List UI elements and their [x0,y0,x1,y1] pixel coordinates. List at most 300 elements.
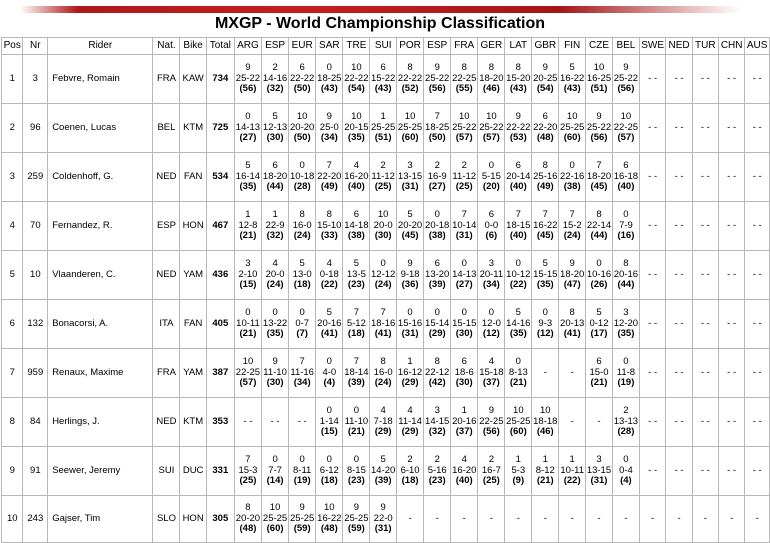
race-points: 10 [351,111,362,123]
cell-race-result [639,251,666,300]
header-total: Total [206,38,234,55]
heat-points: 10-12 [506,268,531,280]
race-points: - - [648,268,658,280]
heat-points: 12-12 [371,268,396,280]
cell-bike: KTM [180,398,206,447]
table-row [2,300,770,349]
race-points: - - [700,170,710,182]
race-total: (56) [482,426,500,438]
cell-race-result [343,398,370,447]
header-race: LAT [505,38,532,55]
heat-points: 13-0 [292,268,312,280]
cell-race-result [396,104,423,153]
header-race: ARG [234,38,261,55]
race-total: (56) [428,83,446,95]
race-total: (12) [536,328,554,340]
cell-pos: 5 [2,251,23,300]
heat-points: 16-22 [317,512,342,524]
heat-points: 7-9 [619,219,633,231]
cell-race-result [585,496,612,543]
cell-pos: 4 [2,202,23,251]
cell-race-result [316,447,343,496]
cell-nat: NED [153,153,180,202]
cell-race-result [262,496,289,543]
heat-points: 15-18 [479,366,504,378]
cell-race-result [639,398,666,447]
race-total: (40) [455,475,473,487]
race-points: 9 [245,62,251,74]
race-points: - - [700,366,710,378]
race-total: (42) [428,377,446,389]
race-total: (43) [320,83,338,95]
table-row [2,349,770,398]
cell-race-result [559,300,586,349]
cell-race-result [613,55,640,104]
race-points: 8 [596,209,602,221]
heat-points: 8-12 [535,464,555,476]
race-total: (35) [509,328,527,340]
heat-points: 13-22 [262,317,288,329]
race-points: - [570,512,574,524]
cell-race-result [234,300,261,349]
race-points: 2 [434,454,440,466]
cell-race-result [316,153,343,202]
cell-total: 305 [206,496,234,543]
heat-points: 7-18 [373,415,393,427]
race-points: 2 [272,62,278,74]
race-points: 8 [488,62,494,74]
header-race: ESP [424,38,451,55]
heat-points: 14-15 [425,415,450,427]
race-total: (40) [509,230,527,242]
heat-points: 25-25 [506,415,531,427]
heat-points: 10-11 [236,317,260,329]
cell-race-result [316,398,343,447]
heat-points: 25-25 [397,121,423,133]
race-points: 0 [461,258,467,270]
race-total: (53) [509,132,527,144]
heat-points: 14-18 [344,219,369,231]
cell-rider: Coldenhoff, G. [48,153,153,202]
race-points: 10 [566,111,578,123]
heat-points: 14-13 [452,268,477,280]
race-points: - - [648,170,658,182]
race-points: 6 [515,160,521,172]
race-points: - - [727,317,737,329]
race-points: 9 [272,356,278,368]
heat-points: 12-0 [481,317,501,329]
cell-race-result [613,496,640,543]
race-total: (50) [428,132,446,144]
cell-race-result [666,153,692,202]
cell-total: 436 [206,251,234,300]
cell-race-result [451,104,478,153]
race-points: - - [700,121,710,133]
race-total: (40) [617,181,635,193]
race-total: (21) [239,328,257,340]
cell-race-result [718,104,744,153]
cell-race-result [585,153,612,202]
race-points: - - [727,72,737,84]
cell-bike: YAM [180,251,206,300]
race-points: 6 [488,209,494,221]
race-points: 2 [488,454,494,466]
race-points: - [597,512,601,524]
race-points: 7 [461,209,467,221]
cell-bike: YAM [180,349,206,398]
race-points: 4 [353,160,360,172]
heat-points: 20-15 [344,121,369,133]
heat-points: 16-22 [560,72,585,84]
race-points: 2 [461,160,467,172]
heat-points: 18-15 [506,219,531,231]
race-total: (57) [239,377,257,389]
cell-race-result [613,202,640,251]
race-total: (21) [509,377,527,389]
race-total: (27) [428,181,446,193]
cell-race-result [396,153,423,202]
heat-points: 15-2 [562,219,582,231]
cell-race-result [424,104,451,153]
cell-race-result [585,447,612,496]
race-points: - - [752,121,762,133]
race-total: (51) [590,83,608,95]
heat-points: 5-15 [481,170,501,182]
race-points: 5 [515,307,521,319]
cell-race-result [396,398,423,447]
heat-points: 13-15 [397,170,423,182]
race-points: - [677,512,681,524]
race-total: (43) [563,83,581,95]
race-total: (56) [617,83,635,95]
cell-race-result [718,300,744,349]
heat-points: 22-0 [373,512,393,524]
race-total: (56) [590,132,608,144]
cell-race-result [478,496,505,543]
header-race: TUR [692,38,718,55]
cell-race-result [343,447,370,496]
race-points: 3 [245,258,251,270]
race-points: 6 [299,62,305,74]
cell-race-result [262,447,289,496]
cell-race-result [639,447,666,496]
cell-race-result [666,202,692,251]
cell-race-result [396,349,423,398]
race-total: (59) [293,523,311,535]
race-total: (39) [347,377,365,389]
cell-race-result [745,398,770,447]
race-points: 0 [326,62,332,74]
heat-points: 20-13 [560,317,585,329]
race-points: 3 [623,307,629,319]
race-total: (31) [590,475,608,487]
cell-race-result [289,398,316,447]
race-points: - - [297,415,307,427]
cell-race-result [396,202,423,251]
cell-nr: 259 [23,153,48,202]
race-total: (15) [239,279,257,291]
race-total: (57) [455,132,473,144]
race-total: (24) [266,279,284,291]
race-total: (41) [563,328,581,340]
cell-race-result [745,349,770,398]
cell-total: 534 [206,153,234,202]
cell-bike: FAN [180,300,206,349]
race-total: (18) [320,475,338,487]
cell-race-result [478,251,505,300]
race-points: 8 [407,62,413,74]
cell-race-result [559,496,586,543]
race-points: 10 [458,111,470,123]
race-points: 7 [542,209,548,221]
cell-race-result [451,251,478,300]
header-race: EUR [289,38,316,55]
heat-points: 18-14 [344,366,369,378]
heat-points: 14-16 [506,317,531,329]
race-points: 0 [542,307,548,319]
cell-race-result [532,398,559,447]
cell-race-result [289,104,316,153]
heat-points: 22-22 [290,72,315,84]
cell-nat: FRA [153,349,180,398]
race-points: 7 [434,111,440,123]
cell-race-result [478,447,505,496]
race-points: 8 [380,356,386,368]
cell-rider: Coenen, Lucas [48,104,153,153]
race-total: (60) [401,132,419,144]
race-total: (22) [509,279,527,291]
cell-race-result [718,496,744,543]
race-total: (38) [563,181,581,193]
race-points: 4 [488,356,494,368]
race-total: (39) [374,475,392,487]
cell-race-result [692,202,718,251]
race-total: (51) [374,132,392,144]
race-points: 0 [326,356,332,368]
race-total: (35) [266,328,284,340]
race-points: - [570,415,574,427]
heat-points: 4-0 [322,366,337,378]
race-total: (45) [401,230,419,242]
heat-points: 16-0 [292,219,312,231]
heat-points: 16-9 [427,170,447,182]
cell-race-result [532,349,559,398]
race-points: 10 [296,111,308,123]
cell-race-result [262,251,289,300]
race-points: 0 [569,160,575,172]
heat-points: 25-25 [344,512,369,524]
table-row [2,104,770,153]
cell-race-result [613,398,640,447]
heat-points: 2-10 [238,268,258,280]
race-total: (41) [320,328,338,340]
race-total: (21) [239,230,257,242]
race-points: 0 [434,307,440,319]
heat-points: 8-11 [293,464,312,476]
race-total: (28) [293,181,311,193]
cell-race-result [585,251,612,300]
race-points: 9 [542,62,548,74]
race-total: (45) [536,230,554,242]
cell-race-result [718,55,744,104]
race-total: (44) [266,181,284,193]
race-points: - - [674,415,684,427]
race-points: - - [700,219,710,231]
race-total: (37) [482,377,500,389]
race-total: (54) [536,83,554,95]
race-points: - - [752,219,762,231]
heat-points: 20-20 [235,512,261,524]
race-total: (59) [347,523,365,535]
cell-race-result [718,251,744,300]
cell-pos: 9 [2,447,23,496]
heat-points: 6-12 [319,464,339,476]
cell-race-result [316,300,343,349]
cell-race-result [478,55,505,104]
cell-race-result [666,104,692,153]
header-bike: Bike [180,38,206,55]
race-points: 8 [623,258,629,270]
heat-points: 12-8 [238,219,258,231]
cell-race-result [505,300,532,349]
race-total: (57) [617,132,635,144]
cell-race-result [370,153,397,202]
race-total: (50) [293,132,311,144]
cell-nr: 959 [23,349,48,398]
heat-points: 20-18 [425,219,450,231]
race-points: 0 [596,258,602,270]
header-race: TRE [343,38,370,55]
cell-race-result [234,496,261,543]
heat-points: 25-22 [479,121,504,133]
cell-race-result [692,251,718,300]
cell-race-result [343,496,370,543]
race-points: 2 [434,160,440,172]
heat-points: 0-4 [619,464,633,476]
race-points: 10 [539,405,551,417]
race-points: - - [648,415,658,427]
race-total: (18) [293,279,311,291]
race-total: (46) [482,83,500,95]
cell-race-result [370,104,397,153]
cell-bike: HON [180,202,206,251]
cell-race-result [234,447,261,496]
heat-points: 16-20 [344,170,369,182]
heat-points: 25-22 [235,72,261,84]
race-points: - - [648,72,658,84]
heat-points: 15-14 [425,317,450,329]
race-points: - [435,512,439,524]
cell-race-result [451,300,478,349]
heat-points: 25-25 [371,121,396,133]
cell-race-result [559,251,586,300]
cell-race-result [505,104,532,153]
cell-race-result [639,55,666,104]
race-points: - [570,366,574,378]
heat-points: 0-18 [319,268,339,280]
cell-race-result [262,153,289,202]
header-race: SUI [370,38,397,55]
cell-pos: 8 [2,398,23,447]
race-total: (55) [455,83,473,95]
race-points: 7 [353,356,360,368]
heat-points: 0-7 [295,317,310,329]
cell-race-result [343,55,370,104]
cell-race-result [234,251,261,300]
race-points: 8 [461,62,467,74]
header-nr: Nr [23,38,48,55]
cell-race-result [559,55,586,104]
race-total: (35) [536,279,554,291]
race-total: (38) [428,230,446,242]
race-points: 0 [326,405,332,417]
heat-points: 20-14 [506,170,531,182]
heat-points: 15-3 [238,464,258,476]
cell-race-result [613,300,640,349]
cell-race-result [692,398,718,447]
race-points: - - [700,317,710,329]
race-points: - - [648,219,658,231]
heat-points: 22-22 [506,121,531,133]
cell-bike: FAN [180,153,206,202]
cell-race-result [532,104,559,153]
race-points: 5 [542,258,548,270]
heat-points: 16-25 [586,72,612,84]
cell-race-result [478,153,505,202]
cell-nat: ITA [153,300,180,349]
race-points: 7 [353,307,360,319]
cell-race-result [718,447,744,496]
race-total: (14) [266,475,284,487]
heat-points: 16-14 [235,170,261,182]
race-points: - - [752,72,762,84]
race-points: 7 [569,209,575,221]
heat-points: 25-22 [425,72,450,84]
table-body [2,55,770,543]
race-points: 7 [596,160,602,172]
cell-race-result [718,398,744,447]
cell-race-result [692,496,718,543]
heat-points: 16-18 [613,170,639,182]
heat-points: 7-7 [268,464,282,476]
cell-race-result [692,447,718,496]
heat-points: 20-0 [373,219,393,231]
cell-race-result [585,398,612,447]
heat-points: 22-22 [344,72,369,84]
cell-race-result [316,251,343,300]
cell-bike: KTM [180,104,206,153]
cell-race-result [745,202,770,251]
race-points: - - [674,366,684,378]
heat-points: 16-20 [452,464,477,476]
header-nat: Nat. [153,38,180,55]
race-points: 4 [461,454,467,466]
cell-race-result [613,104,640,153]
cell-race-result [424,251,451,300]
race-total: (34) [320,132,338,144]
race-total: (29) [401,426,419,438]
race-points: 0 [407,307,413,319]
heat-points: 0-0 [484,219,499,231]
decorative-brush-stroke [20,6,740,13]
heat-points: 25-22 [452,121,477,133]
race-total: (49) [320,181,338,193]
cell-race-result [532,153,559,202]
race-points: - [408,512,412,524]
cell-race-result [478,300,505,349]
heat-points: 1-14 [319,415,339,427]
race-points: - - [752,268,762,280]
